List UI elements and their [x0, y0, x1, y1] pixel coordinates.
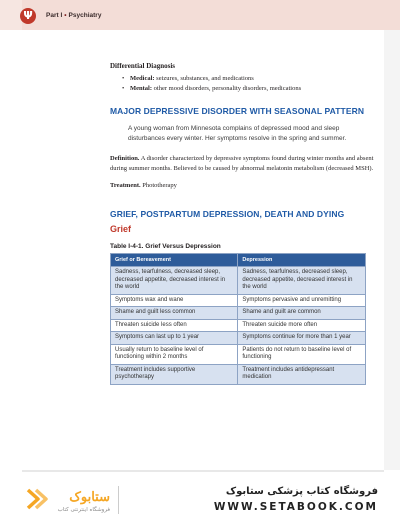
chevron-icon [28, 490, 46, 508]
header-title [46, 12, 101, 19]
header-part: Part I [46, 12, 63, 19]
differential-title: Differential Diagnosis [110, 62, 176, 70]
header-separator: • [64, 12, 67, 19]
setabook-logo [24, 484, 114, 514]
logo-tagline: فروشگاه اینترنتی کتاب [57, 507, 110, 513]
shop-name: فروشگاه کتاب پزشکی ستابوک [225, 486, 378, 497]
table-row: Shame and guilt less common Shame and guilt are common [111, 307, 366, 320]
list-item: • Mental: other mood disorders, personality disorders, medications [122, 84, 372, 94]
clinical-case: A young woman from Minnesota complains of depressed mood and sleep disturbances every winter. Her symptoms resolve in the spring and summer. [128, 125, 347, 142]
header-strip [0, 0, 22, 30]
table-row: Threaten suicide less often Threaten suicide more often [111, 319, 366, 332]
differential-list [110, 74, 372, 94]
differential-block [110, 62, 372, 94]
page-edge [384, 30, 400, 470]
table-row: Treatment includes supportive psychotherapy Treatment includes antidepressant medication [111, 364, 366, 384]
column-header: Grief or Bereavement [111, 254, 238, 267]
shop-url-link[interactable]: WWW.SETABOOK.COM [213, 501, 378, 513]
table-row: Usually return to baseline level of functioning within 2 months Patients do not return to baseline level of functioning [111, 344, 366, 364]
treatment-paragraph: Treatment. Phototherapy [110, 182, 177, 189]
table-row: Symptoms can last up to 1 year Symptoms continue for more than 1 year [111, 332, 366, 345]
logo-wordmark: ستابوک [69, 489, 110, 504]
table-row: Symptoms wax and wane Symptoms pervasive and unremitting [111, 294, 366, 307]
grief-depression-table [110, 253, 366, 385]
definition-paragraph: Definition. A disorder characterized by depressive symptoms found during winter months and absent during summer months. Believed to be caused by abnormal melatonin metabolism (decreased MSH). [110, 155, 374, 172]
psi-icon: Ψ [20, 8, 36, 24]
column-header: Depression [238, 254, 366, 267]
header-section: Psychiatry [68, 12, 102, 19]
section-heading-grief: GRIEF, POSTPARTUM DEPRESSION, DEATH AND DYING [110, 209, 345, 219]
page-bottom-edge [22, 470, 384, 472]
footer-divider [118, 486, 119, 514]
table-row: Sadness, tearfulness, decreased sleep, decreased appetite, decreased interest in the world Sadness, tearfulness, decreased sleep, decreased appetite, decreased interest in the world [111, 267, 366, 295]
subheading-grief: Grief [110, 224, 132, 234]
table-caption: Table I-4-1. Grief Versus Depression [110, 243, 221, 250]
section-heading-seasonal: MAJOR DEPRESSIVE DISORDER WITH SEASONAL PATTERN [110, 106, 365, 116]
list-item: • Medical: seizures, substances, and medications [122, 74, 372, 84]
